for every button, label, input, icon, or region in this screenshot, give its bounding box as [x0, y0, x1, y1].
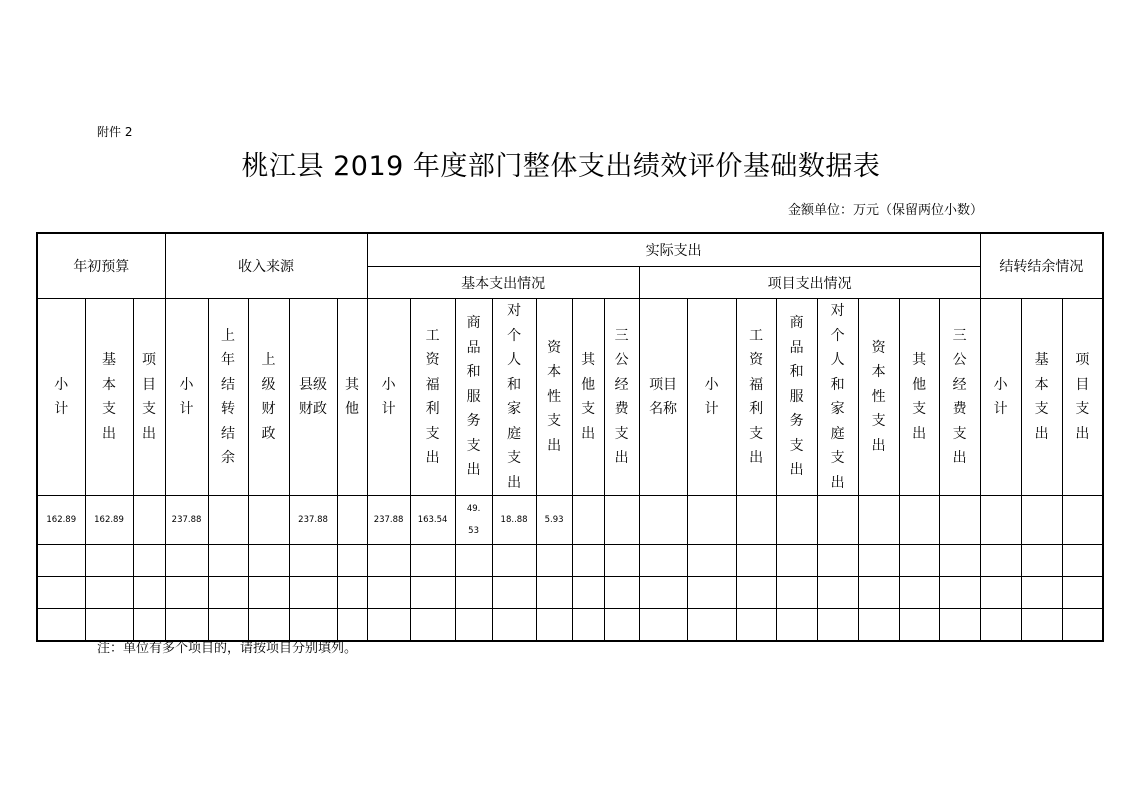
- table-cell: [536, 496, 572, 545]
- table-cell: [899, 496, 939, 545]
- column-header: [1062, 299, 1103, 496]
- table-cell: [455, 496, 492, 545]
- column-header: [85, 299, 133, 496]
- column-header: [248, 299, 289, 496]
- column-header-label: 三公经费支出: [614, 327, 629, 466]
- column-header-label: 上年结转结余: [221, 327, 236, 466]
- table-cell: [1021, 545, 1062, 577]
- column-header-label: 资本性支出: [547, 339, 562, 454]
- table-cell: [165, 496, 208, 545]
- table-cell: [736, 577, 776, 609]
- group-basic: 基本支出情况: [367, 267, 639, 299]
- column-header: [687, 299, 736, 496]
- column-header-label: 基本支出: [1034, 352, 1049, 442]
- table-cell: [455, 545, 492, 577]
- column-header-label: 工资福利支出: [749, 327, 764, 466]
- table-row: [37, 496, 1103, 545]
- table-cell: [899, 545, 939, 577]
- table-cell: [455, 577, 492, 609]
- column-header-label: 小计: [179, 376, 194, 417]
- cell-value: 237.88: [373, 515, 404, 525]
- table-cell: [208, 545, 248, 577]
- table-cell: [687, 577, 736, 609]
- table-cell: [858, 545, 899, 577]
- column-header: [455, 299, 492, 496]
- table-cell: [37, 577, 85, 609]
- column-header-label: 商品和服务支出: [466, 315, 481, 479]
- table-cell: [639, 496, 687, 545]
- table-cell: [817, 496, 858, 545]
- table-cell: [410, 609, 455, 642]
- column-header-label: 县级财政: [299, 376, 328, 417]
- column-header: [165, 299, 208, 496]
- table-cell: [536, 609, 572, 642]
- table-cell: [736, 545, 776, 577]
- table-row: [37, 545, 1103, 577]
- table-cell: [455, 609, 492, 642]
- cell-value: 162.89: [46, 515, 77, 525]
- table-cell: [85, 496, 133, 545]
- table-cell: [939, 545, 980, 577]
- data-table: [36, 232, 1104, 642]
- cell-value: 163.54: [417, 515, 448, 525]
- group-project: 项目支出情况: [639, 267, 980, 299]
- column-header: [604, 299, 639, 496]
- column-header: [858, 299, 899, 496]
- table-cell: [604, 545, 639, 577]
- column-header-label: 工资福利支出: [425, 327, 440, 466]
- attachment-label: 附件 2: [97, 125, 133, 139]
- table-cell: [858, 609, 899, 642]
- table-cell: [980, 496, 1021, 545]
- cell-value: 162.89: [94, 515, 124, 525]
- table-row: [37, 577, 1103, 609]
- table-cell: [572, 545, 604, 577]
- table-cell: [776, 496, 817, 545]
- column-header-label: 商品和服务支出: [789, 315, 804, 479]
- cell-value: 49.53: [466, 504, 481, 536]
- table-cell: [687, 496, 736, 545]
- column-header: [899, 299, 939, 496]
- table-cell: [37, 545, 85, 577]
- unit-note: 金额单位：万元（保留两位小数）: [788, 203, 984, 218]
- table-cell: [817, 609, 858, 642]
- table-cell: [248, 545, 289, 577]
- cell-value: 237.88: [171, 515, 202, 525]
- table-cell: [536, 577, 572, 609]
- column-header: [337, 299, 367, 496]
- page-title: 桃江县 2019 年度部门整体支出绩效评价基础数据表: [241, 151, 881, 182]
- table-cell: [289, 577, 337, 609]
- footnote: 注：单位有多个项目的，请按项目分别填列。: [97, 641, 358, 656]
- cell-value: 5.93: [544, 515, 564, 525]
- group-budget: 年初预算: [37, 233, 165, 299]
- table-cell: [165, 545, 208, 577]
- table-cell: [410, 577, 455, 609]
- column-header: [572, 299, 604, 496]
- table-cell: [572, 609, 604, 642]
- table-cell: [980, 609, 1021, 642]
- column-header-label: 小计: [54, 376, 69, 417]
- column-header-label: 基本支出: [101, 352, 116, 442]
- table-cell: [248, 496, 289, 545]
- cell-value: 237.88: [298, 515, 328, 525]
- column-header: [776, 299, 817, 496]
- table-cell: [939, 609, 980, 642]
- column-header-label: 小计: [381, 376, 396, 417]
- table-cell: [687, 545, 736, 577]
- column-header: [367, 299, 410, 496]
- column-header: [536, 299, 572, 496]
- table-cell: [604, 496, 639, 545]
- table-cell: [1021, 577, 1062, 609]
- table-cell: [639, 577, 687, 609]
- table-cell: [639, 609, 687, 642]
- table-cell: [980, 577, 1021, 609]
- group-actual: 实际支出: [367, 233, 980, 267]
- table-cell: [367, 577, 410, 609]
- column-header-label: 小计: [704, 376, 719, 417]
- table-cell: [492, 577, 536, 609]
- column-header-label: 三公经费支出: [952, 327, 967, 466]
- column-header-label: 其他: [345, 376, 360, 417]
- table-cell: [367, 545, 410, 577]
- table-cell: [1062, 577, 1103, 609]
- table-cell: [939, 577, 980, 609]
- table-cell: [337, 545, 367, 577]
- table-cell: [410, 545, 455, 577]
- column-header: [939, 299, 980, 496]
- table-cell: [776, 609, 817, 642]
- table-cell: [899, 577, 939, 609]
- column-header: [492, 299, 536, 496]
- column-header-label: 项目名称: [649, 376, 678, 417]
- table-cell: [337, 577, 367, 609]
- table-cell: [604, 609, 639, 642]
- table-cell: [248, 577, 289, 609]
- table-cell: [639, 545, 687, 577]
- table-cell: [1062, 496, 1103, 545]
- table-cell: [1062, 609, 1103, 642]
- table-cell: [899, 609, 939, 642]
- column-header: [410, 299, 455, 496]
- table-cell: [37, 609, 85, 642]
- table-cell: [1021, 609, 1062, 642]
- table-cell: [208, 496, 248, 545]
- table-cell: [687, 609, 736, 642]
- table-cell: [492, 609, 536, 642]
- table-cell: [133, 545, 165, 577]
- column-header-label: 小计: [993, 376, 1008, 417]
- table-cell: [858, 577, 899, 609]
- column-header: [817, 299, 858, 496]
- table-cell: [736, 609, 776, 642]
- table-cell: [939, 496, 980, 545]
- table-cell: [536, 545, 572, 577]
- table-cell: [410, 496, 455, 545]
- table-cell: [1021, 496, 1062, 545]
- group-income: 收入来源: [165, 233, 367, 299]
- column-header-label: 项目支出: [1075, 352, 1090, 442]
- table-cell: [817, 577, 858, 609]
- cell-value: 18..88: [500, 515, 528, 525]
- table-cell: [817, 545, 858, 577]
- column-header-label: 对个人和家庭支出: [830, 303, 845, 491]
- table-cell: [858, 496, 899, 545]
- table-cell: [736, 496, 776, 545]
- table-cell: [492, 545, 536, 577]
- column-header-label: 资本性支出: [871, 339, 886, 454]
- table-cell: [289, 496, 337, 545]
- table-cell: [980, 545, 1021, 577]
- table-cell: [85, 545, 133, 577]
- column-header: [980, 299, 1021, 496]
- table-cell: [776, 545, 817, 577]
- table-cell: [337, 496, 367, 545]
- column-header: [37, 299, 85, 496]
- table-cell: [572, 577, 604, 609]
- column-header: [289, 299, 337, 496]
- table-cell: [1062, 545, 1103, 577]
- table-cell: [604, 577, 639, 609]
- table-cell: [208, 577, 248, 609]
- table-cell: [85, 577, 133, 609]
- table-cell: [289, 545, 337, 577]
- table-cell: [37, 496, 85, 545]
- column-header-label: 上级财政: [261, 352, 276, 442]
- column-header: [133, 299, 165, 496]
- group-balance: 结转结余情况: [980, 233, 1103, 299]
- column-header: [208, 299, 248, 496]
- column-header-label: 对个人和家庭支出: [507, 303, 522, 491]
- table-cell: [776, 577, 817, 609]
- table-cell: [367, 609, 410, 642]
- column-header: [736, 299, 776, 496]
- table-cell: [492, 496, 536, 545]
- column-header-label: 项目支出: [142, 352, 156, 442]
- column-header: [639, 299, 687, 496]
- column-header-label: 其他支出: [912, 352, 927, 442]
- table-cell: [165, 577, 208, 609]
- column-header-label: 其他支出: [581, 352, 596, 442]
- table-cell: [367, 496, 410, 545]
- table-cell: [133, 496, 165, 545]
- table-cell: [572, 496, 604, 545]
- column-header: [1021, 299, 1062, 496]
- table-cell: [133, 577, 165, 609]
